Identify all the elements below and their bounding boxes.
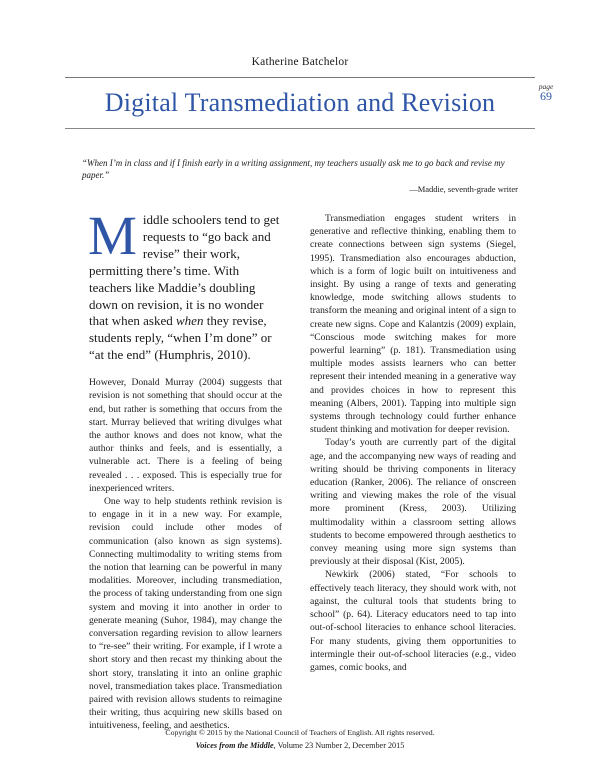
lead-paragraph (88, 205, 282, 364)
author-name: Katherine Batchelor (251, 56, 349, 68)
header-divider (65, 77, 535, 78)
page-number: 69 (540, 89, 552, 103)
article-title: Digital Transmediation and Revision (104, 88, 496, 117)
journal-name: Voices from the Middle (195, 741, 274, 750)
epigraph-attribution: —Maddie, seventh-grade writer (409, 184, 518, 194)
title-divider (65, 128, 535, 129)
left-column (88, 205, 282, 733)
lead-emphasis: when (176, 313, 204, 329)
body-paragraph: Transmediation engages student writers in generative and reflective thinking, enabling them to create connections between sign systems (Siegel, 1995). Transmediation also encourages abduction, which is a form of logic built on intuitiveness and insight. By using a range of texts and generating knowledge, mode switching allows students to transform the meaning and original intent of a sign to create new signs. Cope and Kalantzis (2009) explain, “Conscious mode switching makes for more powerful learning” (p. 181). Transmediation using multiple modes assists learners who can better represent their intended meaning in a generative way and provides choices in how to represent this meaning (Albers, 2001). Tapping into multiple sign systems through technology could further enhance student thinking and motivation for deeper revision. (310, 213, 516, 436)
page-label: page (538, 82, 554, 91)
drop-cap: M (88, 205, 137, 266)
body-paragraph: Newkirk (2006) stated, “For schools to effectively teach literacy, they should work with, not against, the cultural tools that students bring to school” (p. 64). Literacy educators need to tap into out-of-school literacies to enhance school literacies. For many students, giving them opportunities to intermingle their out-of-school literacies (e.g., video games, comic books, and (310, 569, 516, 673)
epigraph-quote: “When I’m in class and if I finish early in a writing assignment, my teachers usually ask me to go back and revise my paper.” (82, 158, 505, 180)
body-paragraph: However, Donald Murray (2004) suggests that revision is not something that should occur at the end, but rather is something that occurs from the start. Murray believed that writing divulges what the author knows and does not know, what the author thinks and feels, and is essentially, a vulnerable act. There is a feeling of being revealed . . . exposed. This is especially true for inexperienced writers. (89, 377, 282, 494)
copyright-notice: Copyright © 2015 by the National Council of Teachers of English. All rights reserved. (165, 728, 435, 737)
journal-citation (0, 741, 600, 750)
journal-issue: , Volume 23 Number 2, December 2015 (273, 741, 405, 750)
lead-text-start: iddle schoolers tend to get requests to “go back and revise” their work, permitting there’s time. With teachers like Maddie’s doubling down on revision, it is no wonder that when asked (89, 212, 280, 329)
body-paragraph: Today’s youth are currently part of the digital age, and the accompanying new ways of reading and writing should be thriving components in literacy education (Ranker, 2006). The reliance of onscreen writing and viewing makes the role of the visual more prominent (Kress, 2003). Utilizing multimodality within a classroom setting allows students to become empowered through aesthetics to convey meaning using more sign systems than previously at their disposal (Kist, 2005). (310, 437, 516, 568)
body-paragraph: One way to help students rethink revision is to engage in it in a new way. For example, revision could include other modes of communication (also known as sign systems). Connecting multimodality to writing stems from the notion that learning can be powerful in many modalities. Moreover, including transmediation, the process of taking understanding from one sign system and moving it into another in order to generate meaning (Suhor, 1984), may change the conversation regarding revision to allow learners to “re-see” their writing. For example, if I wrote a short story and then recast my thinking about the short story, translating it into an online graphic novel, transmediation takes place. Transmediation paired with revision allows students to reimagine their writing, thus acquiring new skills based on intuitiveness, feeling, and aesthetics. (89, 495, 282, 732)
right-column (310, 212, 516, 674)
lead-text-end: they revise, students reply, “when I’m done” or “at the end” (Humphris, 2010). (89, 313, 272, 363)
